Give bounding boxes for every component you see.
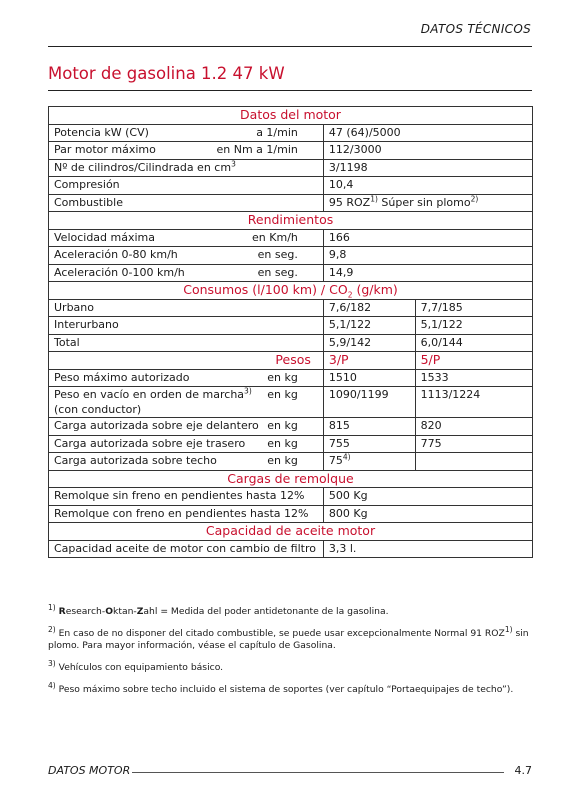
row-label: Peso en vacío en orden de marcha — [54, 388, 245, 401]
row-value-5p: 775 — [415, 435, 532, 453]
value-part: 75 — [328, 454, 343, 467]
footnote-sup: 2) — [470, 193, 479, 203]
footnote-sup: 1) — [504, 624, 513, 634]
row-value-3p: 1090/1199 — [323, 387, 415, 418]
row-value-5p: 1113/1224 — [415, 387, 532, 418]
title-rule — [48, 90, 532, 91]
footnote-number: 1) — [48, 602, 56, 612]
acronym-letter: Z — [136, 606, 144, 617]
table-row — [49, 264, 533, 282]
row-value: 9,8 — [323, 247, 532, 265]
section-heading-rendimientos: Rendimientos — [49, 212, 533, 230]
section-heading-remolque: Cargas de remolque — [49, 470, 533, 488]
row-unit: en kg — [267, 388, 298, 401]
footnote-number: 3) — [48, 658, 56, 668]
row-value: 14,9 — [323, 264, 532, 282]
section-heading-motor: Datos del motor — [49, 107, 533, 125]
row-unit: en kg — [267, 454, 298, 467]
row-value-3p: 755 — [323, 435, 415, 453]
header-rule — [48, 46, 532, 47]
table-row — [49, 124, 533, 142]
row-label: Combustible — [49, 194, 324, 212]
row-label: Carga autorizada sobre techo — [54, 454, 217, 467]
table-row — [49, 299, 533, 317]
row-unit: en seg. — [257, 248, 298, 261]
heading-part: (g/km) — [352, 282, 398, 297]
row-label: Aceleración 0-100 km/h — [54, 265, 185, 279]
row-value-3p: 5,1/122 — [323, 317, 415, 335]
footnote-text: ahl = Medida del poder antidetonante de la gasolina. — [143, 606, 389, 617]
acronym-letter: O — [105, 606, 114, 617]
page-number: 4.7 — [514, 764, 532, 777]
row-label-line2: (con conductor) — [54, 403, 142, 416]
section-heading-aceite: Capacidad de aceite motor — [49, 523, 533, 541]
row-value-3p: 1510 — [323, 369, 415, 387]
row-value: 3/1198 — [323, 159, 532, 177]
header-section: DATOS TÉCNICOS — [420, 22, 531, 36]
footnote-sup: 3) — [244, 386, 252, 396]
footnote-4 — [48, 680, 538, 696]
row-value-5p — [415, 453, 532, 471]
column-heading-5p: 5/P — [415, 352, 532, 370]
row-unit: en kg — [267, 436, 298, 450]
table-row — [49, 194, 533, 212]
row-label: Par motor máximo — [54, 143, 156, 156]
table-row — [49, 453, 533, 471]
acronym-letter: R — [58, 606, 66, 617]
row-value: 3,3 l. — [323, 540, 532, 558]
specs-table — [48, 106, 533, 558]
footnote-text: Vehículos con equipamiento básico. — [55, 662, 224, 673]
column-heading-3p: 3/P — [323, 352, 415, 370]
footnote-sup: 3 — [231, 158, 236, 168]
row-label: Remolque con freno en pendientes hasta 12% — [49, 505, 324, 523]
footnote-number: 2) — [48, 624, 56, 634]
row-value-3p: 815 — [323, 418, 415, 436]
section-heading-consumos — [49, 282, 533, 300]
row-value-5p: 820 — [415, 418, 532, 436]
row-value: 47 (64)/5000 — [323, 124, 532, 142]
table-row — [49, 369, 533, 387]
section-heading-pesos: Pesos — [49, 352, 324, 370]
footnote-3 — [48, 658, 538, 674]
footer-section: DATOS MOTOR — [48, 764, 131, 777]
footnote-text: esearch- — [65, 606, 106, 617]
row-label: Capacidad aceite de motor con cambio de filtro — [49, 540, 324, 558]
row-label: Carga autorizada sobre eje delantero — [54, 419, 259, 432]
table-row — [49, 142, 533, 160]
row-value-3p — [323, 453, 415, 471]
row-value-5p: 1533 — [415, 369, 532, 387]
footnote-1 — [48, 602, 538, 618]
footnote-number: 4) — [48, 680, 56, 690]
row-label: Remolque sin freno en pendientes hasta 12% — [49, 488, 324, 506]
table-row — [49, 334, 533, 352]
footnote-text: Peso máximo sobre techo incluido el sistema de soportes (ver capítulo “Portaequipajes de techo”). — [55, 684, 514, 695]
row-value-5p: 5,1/122 — [415, 317, 532, 335]
table-row — [49, 159, 533, 177]
table-row — [49, 418, 533, 436]
table-row — [49, 387, 533, 418]
row-label: Urbano — [49, 299, 324, 317]
row-unit: en Km/h — [252, 230, 298, 244]
row-value: 10,4 — [323, 177, 532, 195]
table-row — [49, 247, 533, 265]
footnote-text: ktan- — [113, 606, 137, 617]
row-label: Peso máximo autorizado — [54, 370, 190, 384]
row-value: 800 Kg — [323, 505, 532, 523]
table-row — [49, 488, 533, 506]
table-row — [49, 435, 533, 453]
row-label: Total — [49, 334, 324, 352]
row-value: 166 — [323, 229, 532, 247]
footnote-2 — [48, 624, 538, 652]
row-value — [323, 194, 532, 212]
footnote-sup: 4) — [342, 452, 351, 462]
row-value: 500 Kg — [323, 488, 532, 506]
footnote-sup: 1) — [370, 193, 378, 203]
table-row — [49, 229, 533, 247]
row-unit: en Nm a 1/min — [216, 143, 298, 156]
row-label: Velocidad máxima — [54, 230, 156, 244]
value-part: Súper sin plomo — [377, 195, 471, 209]
footer-rule — [132, 772, 504, 773]
row-unit: en kg — [267, 370, 298, 384]
row-label: Carga autorizada sobre eje trasero — [54, 436, 246, 450]
footnotes — [48, 602, 538, 706]
heading-sub: 2 — [347, 290, 353, 300]
row-label: Compresión — [49, 177, 324, 195]
heading-part: Consumos (l/100 km) / CO — [183, 282, 348, 297]
row-value-3p: 5,9/142 — [323, 334, 415, 352]
row-value-5p: 7,7/185 — [415, 299, 532, 317]
footnote-text: sin plomo. Para mayor información, véase el capítulo de Gasolina. — [48, 628, 529, 651]
row-unit: a 1/min — [256, 125, 298, 139]
row-unit: en seg. — [257, 265, 298, 279]
table-row — [49, 505, 533, 523]
row-label: Aceleración 0-80 km/h — [54, 248, 178, 261]
row-value-3p: 7,6/182 — [323, 299, 415, 317]
row-unit: en kg — [267, 419, 298, 432]
row-label: Nº de cilindros/Cilindrada en cm — [54, 160, 232, 174]
table-row — [49, 317, 533, 335]
table-row — [49, 177, 533, 195]
row-value: 112/3000 — [323, 142, 532, 160]
row-value-5p: 6,0/144 — [415, 334, 532, 352]
value-part: 95 ROZ — [328, 195, 371, 209]
footnote-text: En caso de no disponer del citado combustible, se puede usar excepcionalmente Normal 91 ROZ — [55, 628, 505, 639]
table-row — [49, 540, 533, 558]
page-title: Motor de gasolina 1.2 47 kW — [48, 64, 285, 83]
row-label: Potencia kW (CV) — [54, 125, 149, 139]
row-label: Interurbano — [49, 317, 324, 335]
